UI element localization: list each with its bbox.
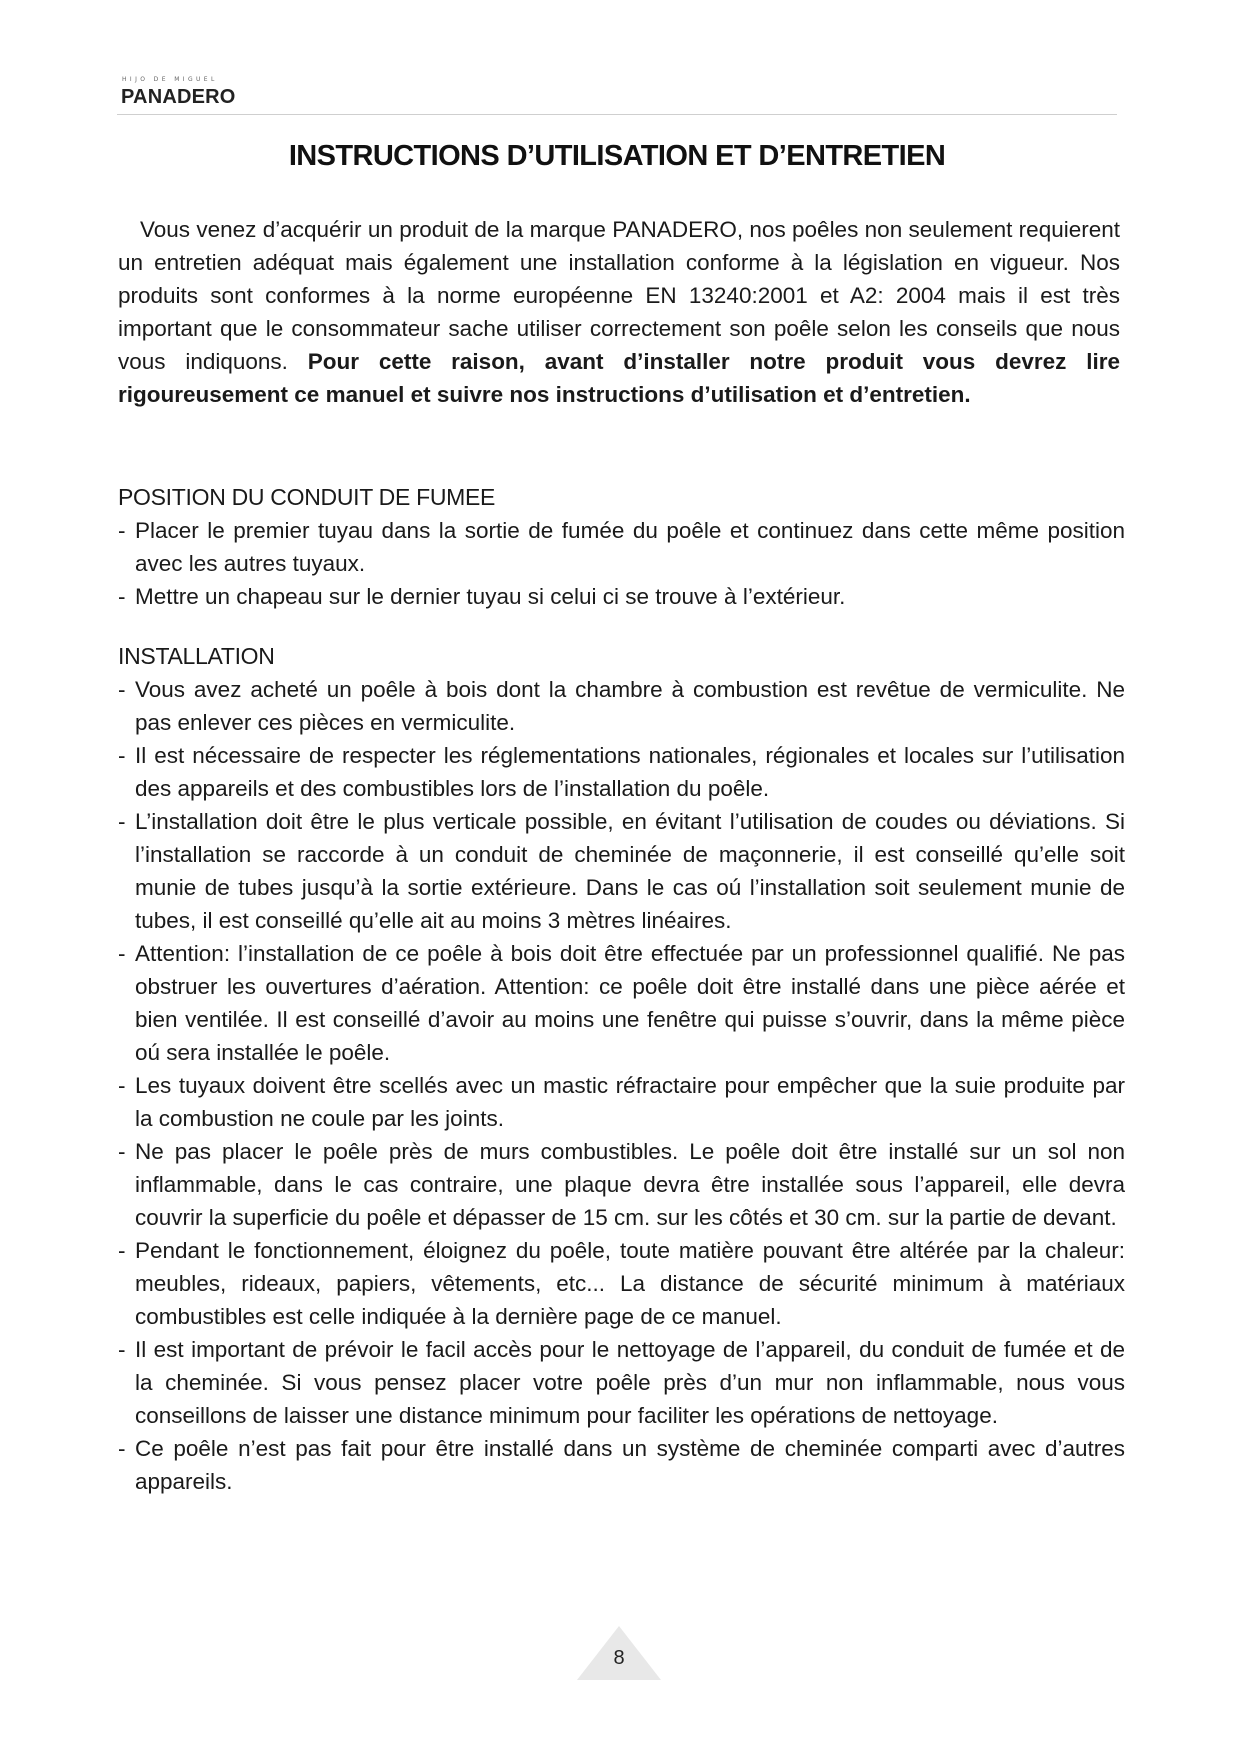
installation-list — [118, 673, 1128, 1498]
page-number: 8 — [613, 1647, 625, 1669]
list-item: - Vous avez acheté un poêle à bois dont la chambre à combustion est revêtue de vermiculite. Ne pas enlever ces pièces en vermiculite. — [118, 673, 1125, 739]
list-item: - Attention: l’installation de ce poêle à bois doit être effectuée par un professionnel qualifié. Ne pas obstruer les ouvertures d’aération. Attention: ce poêle doit être installé dans une pièce aérée et bien ventilée. Il est conseillé d’avoir au moins une fenêtre qui puisse s’ouvrir, dans la même pièce oú sera installée le poêle. — [118, 937, 1125, 1069]
page-header — [117, 74, 1117, 115]
section-heading-installation: INSTALLATION — [118, 643, 275, 669]
intro-paragraph — [118, 213, 1120, 411]
list-item: - L’installation doit être le plus verticale possible, en évitant l’utilisation de coudes ou déviations. Si l’installation se raccorde à un conduit de cheminée de maçonnerie, il est conseillé qu’elle soit munie de tubes jusqu’à la sortie extérieure. Dans le cas oú l’installation soit seulement munie de tubes, il est conseillé qu’elle ait au moins 3 mètres linéaires. — [118, 805, 1125, 937]
brand-logo: PANADERO — [121, 86, 236, 108]
list-item: - Ce poêle n’est pas fait pour être installé dans un système de cheminée comparti avec d’autres appareils. — [118, 1432, 1125, 1498]
section-heading-conduit: POSITION DU CONDUIT DE FUMEE — [118, 484, 496, 510]
list-item: - Pendant le fonctionnement, éloignez du poêle, toute matière pouvant être altérée par la chaleur: meubles, rideaux, papiers, vêtements, etc... La distance de sécurité minimum à matériaux combustibles est celle indiquée à la dernière page de ce manuel. — [118, 1234, 1125, 1333]
page-title: INSTRUCTIONS D’UTILISATION ET D’ENTRETIEN — [288, 140, 946, 172]
logo-subtitle: HIJO DE MIGUEL — [122, 76, 218, 83]
conduit-list — [118, 514, 1128, 613]
list-item: - Les tuyaux doivent être scellés avec un mastic réfractaire pour empêcher que la suie produite par la combustion ne coule par les joints. — [118, 1069, 1125, 1135]
page-number-badge — [577, 1626, 661, 1680]
document-body — [118, 213, 1128, 1498]
intro-text: Vous venez d’acquérir un produit de la marque PANADERO, nos poêles non seulement requierent un entretien adéquat mais également une installation conforme à la législation en vigueur. Nos produits sont conformes à la norme européenne EN 13240:2001 et A2: 2004 mais il est très important que le consommateur sache utiliser correctement son poêle selon les conseils que nous vous indiquons. — [118, 217, 1120, 374]
list-item: - Mettre un chapeau sur le dernier tuyau si celui ci se trouve à l’extérieur. — [118, 580, 1125, 613]
list-item: - Ne pas placer le poêle près de murs combustibles. Le poêle doit être installé sur un sol non inflammable, dans le cas contraire, une plaque devra être installée sous l’appareil, elle devra couvrir la superficie du poêle et dépasser de 15 cm. sur les côtés et 30 cm. sur la partie de devant. — [118, 1135, 1125, 1234]
list-item: - Placer le premier tuyau dans la sortie de fumée du poêle et continuez dans cette même position avec les autres tuyaux. — [118, 514, 1125, 580]
intro-bold-text: Pour cette raison, avant d’installer notre produit vous devrez lire rigoureusement ce manuel et suivre nos instructions d’utilisation et d’entretien. — [118, 349, 1120, 407]
list-item: - Il est nécessaire de respecter les réglementations nationales, régionales et locales sur l’utilisation des appareils et des combustibles lors de l’installation du poêle. — [118, 739, 1125, 805]
list-item: - Il est important de prévoir le facil accès pour le nettoyage de l’appareil, du conduit de fumée et de la cheminée. Si vous pensez placer votre poêle près d’un mur non inflammable, nous vous conseillons de laisser une distance minimum pour faciliter les opérations de nettoyage. — [118, 1333, 1125, 1432]
